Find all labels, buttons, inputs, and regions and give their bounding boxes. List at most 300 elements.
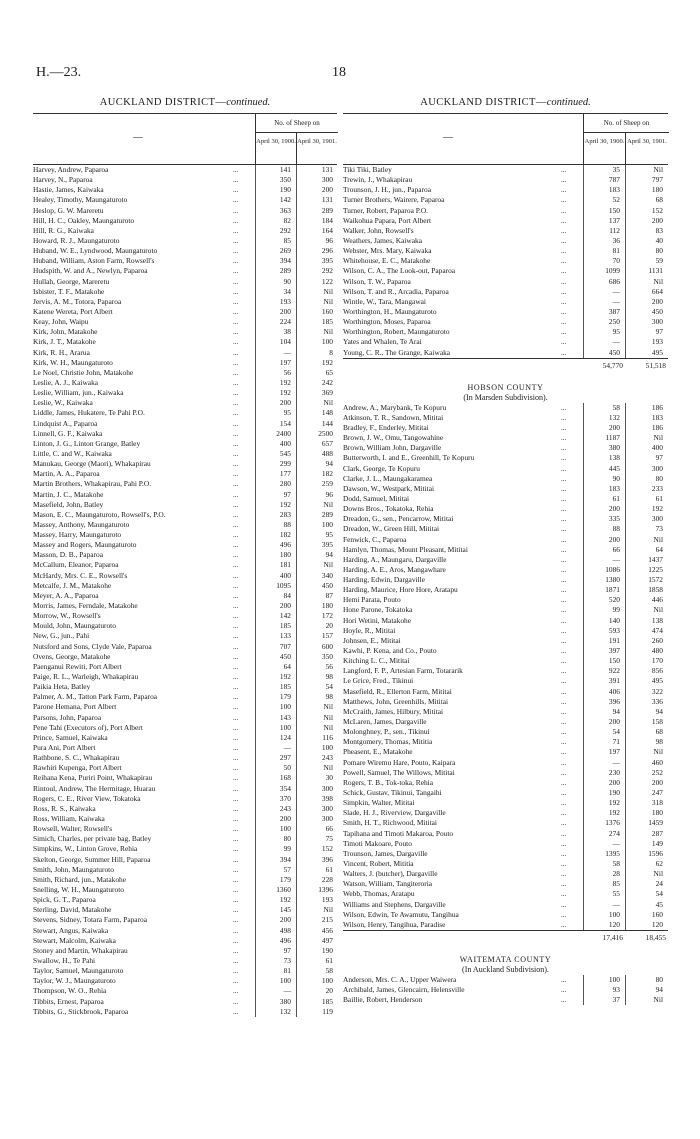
leader-dots: ...: [561, 413, 567, 422]
entry-name: Kirk, John, Matakohe: [33, 327, 98, 337]
entry-name: Pene Tahi (Executors of), Port Albert: [33, 722, 143, 732]
table-row: [343, 236, 668, 246]
entry-name: Kirk, W. H., Maungaturoto: [33, 357, 113, 367]
leader-dots: ...: [561, 890, 567, 899]
sheep-1900: 1871: [605, 585, 620, 595]
sheep-1901: 180: [651, 808, 663, 818]
table-row: [33, 956, 337, 966]
sheep-1901: 65: [325, 367, 333, 377]
entry-name: Montgomery, Thomas, Mititia: [343, 737, 433, 747]
table-row: [33, 500, 337, 510]
entry-name: Harvey, N., Paparoa: [33, 175, 93, 185]
leader-dots: ...: [561, 267, 567, 276]
sheep-1901: 66: [325, 824, 333, 834]
leader-dots: ...: [561, 226, 567, 235]
table-row: [33, 713, 337, 723]
entry-name: Massey, Harry, Maungaturoto: [33, 530, 122, 540]
entry-name: Rintoul, Andrew, The Hermitage, Huarau: [33, 783, 156, 793]
sheep-1901: Nil: [323, 702, 333, 712]
entry-name: McHardy, Mrs. C. E., Rowsell's: [33, 570, 128, 580]
district-heading: [33, 96, 337, 110]
entry-name: Martin Brothers, Whakapirau, Pahi P.O.: [33, 479, 152, 489]
entry-name: Spick, G. T., Paparoa: [33, 895, 96, 905]
left-table-body: [33, 165, 337, 1017]
leader-dots: ...: [561, 535, 567, 544]
sheep-1900: —: [612, 838, 620, 848]
table-row: [343, 423, 668, 433]
sheep-1900: 192: [279, 499, 291, 509]
leader-dots: ...: [561, 616, 567, 625]
entry-name: Brown, William John, Dargaville: [343, 443, 442, 453]
table-row: [33, 540, 337, 550]
table-row: [33, 794, 337, 804]
sheep-1900: 1380: [605, 575, 620, 585]
sheep-1901: Nil: [323, 327, 333, 337]
sheep-1900: 496: [279, 935, 291, 945]
sheep-1900: —: [612, 296, 620, 306]
sheep-1900: 200: [279, 398, 291, 408]
table-row: [343, 403, 668, 413]
entry-name: Harvey, Andrew, Paparoa: [33, 165, 109, 174]
right-column: [343, 96, 668, 1005]
leader-dots: ...: [561, 839, 567, 848]
sheep-1901: 8: [329, 347, 333, 357]
entry-name: Molonghney, P., sen., Tikinui: [343, 727, 430, 737]
sheep-1901: 664: [651, 286, 663, 296]
entry-name: Dawson, W., Westpark, Mititai: [343, 483, 435, 493]
table-row: [33, 185, 337, 195]
entry-name: Kirk, J. T., Matakohe: [33, 337, 96, 347]
sheep-1901: 54: [655, 889, 663, 899]
sheep-1900: 498: [279, 925, 291, 935]
table-row: [343, 348, 668, 358]
sheep-1900: 1360: [276, 884, 291, 894]
entry-name: Wilson, C. A., The Look-out, Paparoa: [343, 266, 456, 276]
sheep-1900: 97: [283, 945, 291, 955]
leader-dots: ...: [233, 551, 239, 560]
sheep-1900: 391: [608, 676, 620, 686]
sheep-1901: 215: [321, 915, 333, 925]
sheep-1901: 259: [321, 479, 333, 489]
entry-name: Heslop, G. W. Mareretu: [33, 205, 104, 215]
entry-name: Trewin, J., Whakapirau: [343, 175, 413, 185]
sheep-1901: 1131: [648, 266, 663, 276]
entry-name: Parone Hemana, Port Albert: [33, 702, 117, 712]
leader-dots: ...: [233, 500, 239, 509]
sheep-1900: 81: [283, 966, 291, 976]
sheep-1901: 450: [321, 580, 333, 590]
leader-dots: ...: [233, 1007, 239, 1016]
table-row: [33, 997, 337, 1007]
sheep-1900: 190: [279, 185, 291, 195]
table-row: [33, 216, 337, 226]
sheep-1901: 856: [651, 666, 663, 676]
table-row: [33, 621, 337, 631]
entry-name: Johnsen, E., Mititai: [343, 635, 401, 645]
leader-dots: ...: [561, 236, 567, 245]
sheep-1901: 192: [321, 357, 333, 367]
table-row: [33, 459, 337, 469]
leader-dots: ...: [561, 819, 567, 828]
sheep-1901: 100: [321, 743, 333, 753]
leader-dots: ...: [233, 561, 239, 570]
sheep-1901: 300: [651, 463, 663, 473]
leader-dots: ...: [233, 926, 239, 935]
sheep-1900: 496: [279, 540, 291, 550]
entry-name: Little, C. and W., Kaiwaka: [33, 448, 112, 458]
entry-name: Butterworth, I. and E., Greenhill, Te Kopuru: [343, 453, 475, 463]
leader-dots: ...: [561, 576, 567, 585]
entry-name: Yates and Whalen, Te Arai: [343, 337, 422, 347]
sheep-1900: 154: [279, 418, 291, 428]
leader-dots: ...: [233, 348, 239, 357]
entry-name: Walker, John, Rowsell's: [343, 225, 414, 235]
entry-name: McLaren, James, Dargaville: [343, 717, 427, 727]
sheep-1900: 2400: [276, 428, 291, 438]
table-row: [343, 975, 668, 985]
table-row: [343, 758, 668, 768]
entry-name: Ross, William, Kaiwaka: [33, 814, 105, 823]
sheep-1901: 456: [321, 925, 333, 935]
sheep-1900: 1376: [605, 818, 620, 828]
entry-name: Rowsell, Walter, Rowsell's: [33, 824, 113, 834]
leader-dots: ...: [233, 723, 239, 732]
sheep-1900: 406: [608, 686, 620, 696]
entry-name: Harding, Edwin, Dargaville: [343, 575, 425, 585]
sheep-1901: 120: [651, 919, 663, 929]
table-row: [33, 388, 337, 398]
entry-name: Parsons, John, Paparoa: [33, 712, 102, 722]
sheep-1901: 94: [655, 706, 663, 716]
sheep-1900: 1086: [605, 564, 620, 574]
entry-name: Rogers, C. E., River View, Tokatoka: [33, 793, 141, 803]
entry-name: Kitching L. C., Mititai: [343, 656, 410, 666]
leader-dots: ...: [561, 206, 567, 215]
sheep-1901: 300: [321, 175, 333, 185]
table-row: [343, 443, 668, 453]
table-row: [343, 453, 668, 463]
district-heading-suffix: continued.: [546, 97, 591, 108]
leader-dots: ...: [561, 596, 567, 605]
sheep-1901: 395: [321, 540, 333, 550]
sheep-1900: 192: [279, 672, 291, 682]
district-heading: [343, 96, 668, 110]
entry-name: Meyer, A. A., Paparoa: [33, 590, 99, 600]
header-group: No. of Sheep on: [255, 114, 338, 133]
leader-dots: ...: [561, 586, 567, 595]
table-row: [33, 652, 337, 662]
sheep-1900: 181: [279, 560, 291, 570]
table-row: [33, 885, 337, 895]
table-row: [343, 849, 668, 859]
sheep-1901: 58: [325, 966, 333, 976]
table-row: [343, 474, 668, 484]
sheep-1901: 200: [321, 185, 333, 195]
sheep-1901: 300: [321, 814, 333, 823]
entry-name: Kawhi, P. Kena, and Co., Pouto: [343, 646, 437, 656]
right-table-body-b: [343, 403, 668, 930]
sheep-1901: 488: [321, 448, 333, 458]
leader-dots: ...: [561, 718, 567, 727]
sheep-1900: 179: [279, 692, 291, 702]
sheep-1900: 394: [279, 256, 291, 266]
header-dash: —: [443, 132, 453, 143]
table-row: [343, 277, 668, 287]
sheep-1901: 497: [321, 935, 333, 945]
leader-dots: ...: [561, 768, 567, 777]
table-row: [343, 327, 668, 337]
column-rule: [583, 403, 584, 930]
sheep-1900: 185: [279, 621, 291, 631]
leader-dots: ...: [561, 166, 567, 174]
table-row: [343, 266, 668, 276]
sheep-1900: 36: [612, 235, 620, 245]
leader-dots: ...: [561, 849, 567, 858]
sheep-1901: Nil: [653, 433, 663, 443]
leader-dots: ...: [233, 480, 239, 489]
leader-dots: ...: [561, 277, 567, 286]
sheep-1901: 300: [651, 514, 663, 524]
entry-name: Stoney and Martin, Whakapirau: [33, 945, 128, 955]
sheep-1900: 269: [279, 246, 291, 256]
sheep-1900: 1187: [605, 433, 620, 443]
sheep-1900: 95: [612, 327, 620, 337]
leader-dots: ...: [233, 602, 239, 611]
sheep-1900: 143: [279, 712, 291, 722]
sheep-1900: 168: [279, 773, 291, 783]
table-row: [33, 723, 337, 733]
table-row: [33, 976, 337, 986]
table-row: [343, 464, 668, 474]
entry-name: Snelling, W. H., Maungaturoto: [33, 884, 124, 894]
entry-name: Mason, E. C., Maungaturoto, Rowsell's, P.O.: [33, 509, 166, 519]
table-row: [343, 514, 668, 524]
entry-name: Masefield, John, Batley: [33, 499, 104, 509]
sheep-1900: 66: [612, 544, 620, 554]
leader-dots: ...: [561, 900, 567, 909]
table-row: [33, 915, 337, 925]
sheep-1901: 56: [325, 661, 333, 671]
table-row: [343, 206, 668, 216]
sheep-1901: Nil: [653, 869, 663, 879]
entry-name: Le Grice, Fred., Tikinui: [343, 676, 414, 686]
sheep-1901: 185: [321, 996, 333, 1006]
entry-name: Whitehouse, E. C., Matakohe: [343, 256, 431, 266]
sheep-1900: 787: [608, 175, 620, 185]
entry-name: Simpkins, W., Linton Grove, Rehia: [33, 844, 138, 854]
sheep-1901: 98: [325, 672, 333, 682]
sheep-1901: Nil: [653, 276, 663, 286]
sheep-1901: 252: [651, 767, 663, 777]
sheep-1901: 122: [321, 276, 333, 286]
table-row: [33, 824, 337, 834]
entry-name: Brown, J. W., Omu, Tangowahine: [343, 433, 444, 443]
table-row: [343, 433, 668, 443]
page-number: 18: [332, 65, 346, 80]
county-subheading: (In Marsden Subdivision).: [463, 392, 548, 402]
sheep-1900: 112: [609, 225, 620, 235]
table-row: [343, 595, 668, 605]
sheep-1901: 185: [321, 317, 333, 327]
sheep-1900: 145: [279, 905, 291, 915]
entry-name: Walters, J. (butcher), Dargaville: [343, 869, 438, 879]
leader-dots: ...: [561, 505, 567, 514]
entry-name: Turner, Robert, Paparoa P.O.: [343, 205, 429, 215]
entry-name: Bradley, F., Enderley, Mititai: [343, 422, 429, 432]
sheep-1901: 30: [325, 773, 333, 783]
entry-name: Pomare Wiremu Hare, Pouto, Kaipara: [343, 757, 456, 767]
table-row: [343, 707, 668, 717]
entry-name: Massey and Rogers, Maungaturoto: [33, 540, 137, 550]
entry-name: Reihana Kena, Puriri Point, Whakapirau: [33, 773, 153, 783]
entry-name: Paige, R. L., Warleigh, Whakapirau: [33, 672, 139, 682]
column-rule: [625, 165, 626, 358]
table-row: [343, 575, 668, 585]
leader-dots: ...: [233, 652, 239, 661]
entry-name: McCallum, Eleanor, Paparoa: [33, 560, 119, 570]
leader-dots: ...: [233, 845, 239, 854]
table-header: [33, 113, 337, 165]
table-row: [33, 733, 337, 743]
leader-dots: ...: [233, 956, 239, 965]
sheep-1900: 57: [283, 864, 291, 874]
sheep-1901: 87: [325, 590, 333, 600]
sheep-1901: 144: [321, 418, 333, 428]
sheep-1901: 131: [321, 165, 333, 174]
leader-dots: ...: [561, 297, 567, 306]
entry-name: Dodd, Samuel, Mititai: [343, 493, 410, 503]
leader-dots: ...: [561, 307, 567, 316]
sheep-1900: 192: [608, 808, 620, 818]
header-col-1900: April 30, 1900.: [255, 133, 296, 164]
table-row: [343, 747, 668, 757]
sheep-1901: 170: [651, 656, 663, 666]
table-row: [33, 449, 337, 459]
leader-dots: ...: [233, 754, 239, 763]
leader-dots: ...: [561, 515, 567, 524]
sheep-1901: 292: [321, 266, 333, 276]
table-row: [33, 419, 337, 429]
leader-dots: ...: [233, 591, 239, 600]
entry-name: Harding, Maurice, Hore Hore, Aratapu: [343, 585, 458, 595]
leader-dots: ...: [233, 662, 239, 671]
sheep-1900: 58: [612, 402, 620, 412]
sheep-1901: 1572: [648, 575, 663, 585]
sheep-1900: 94: [612, 706, 620, 716]
sheep-1901: 40: [655, 235, 663, 245]
leader-dots: ...: [561, 484, 567, 493]
leader-dots: ...: [233, 896, 239, 905]
sheep-1901: 350: [321, 651, 333, 661]
sheep-1901: 480: [651, 646, 663, 656]
sheep-1901: 190: [321, 945, 333, 955]
leader-dots: ...: [233, 622, 239, 631]
entry-name: Matthews, John, Greenhills, Mititai: [343, 696, 449, 706]
entry-name: Hori Wetini, Matakohe: [343, 615, 412, 625]
table-row: [343, 317, 668, 327]
entry-name: Paenganui Rewiti, Port Albert: [33, 661, 122, 671]
leader-dots: ...: [561, 348, 567, 357]
table-row: [343, 524, 668, 534]
sheep-1901: 318: [651, 798, 663, 808]
sheep-1900: 190: [608, 788, 620, 798]
entry-name: Timoti Makoare, Pouto: [343, 838, 412, 848]
sheep-1901: 396: [321, 854, 333, 864]
total-1901: 51,518: [645, 360, 666, 370]
sheep-1900: 132: [608, 412, 620, 422]
table-row: [343, 185, 668, 195]
table-row: [343, 585, 668, 595]
leader-dots: ...: [233, 794, 239, 803]
leader-dots: ...: [561, 287, 567, 296]
table-row: [343, 195, 668, 205]
table-row: [343, 920, 668, 930]
leader-dots: ...: [233, 267, 239, 276]
leader-dots: ...: [233, 439, 239, 448]
sheep-1901: 62: [655, 859, 663, 868]
entry-name: Sterling, David, Matakohe: [33, 905, 112, 915]
right-table-body-c: [343, 975, 668, 1005]
sheep-1900: 394: [279, 854, 291, 864]
sheep-1901: 160: [321, 306, 333, 316]
table-row: [343, 307, 668, 317]
leader-dots: ...: [561, 975, 567, 984]
sheep-1901: Nil: [653, 165, 663, 174]
table-row: [343, 818, 668, 828]
leader-dots: ...: [233, 470, 239, 479]
sheep-1901: 45: [655, 899, 663, 909]
table-row: [33, 946, 337, 956]
table-row: [33, 855, 337, 865]
sheep-1900: —: [612, 337, 620, 347]
entry-name: Rogers, T. B., Tok-toka, Rehia: [343, 777, 434, 787]
leader-dots: ...: [561, 707, 567, 716]
table-row: [33, 601, 337, 611]
table-row: [33, 429, 337, 439]
entry-name: Le Noel, Christie John, Matakohe: [33, 367, 134, 377]
sheep-1900: —: [283, 347, 291, 357]
entry-name: Prince, Samuel, Kaiwaka: [33, 732, 108, 742]
entry-name: Archibald, James, Glencairn, Helensville: [343, 985, 465, 995]
leader-dots: ...: [561, 738, 567, 747]
sheep-1901: 193: [651, 337, 663, 347]
sheep-1901: 96: [325, 489, 333, 499]
total-1900: 54,770: [602, 360, 623, 370]
table-row: [33, 469, 337, 479]
entry-name: Harding, A. E., Aros, Mangawhare: [343, 564, 446, 574]
entry-name: Huband, W. E., Lyndwood, Maungaturoto: [33, 246, 158, 256]
entry-name: Pheasent, E., Matakohe: [343, 747, 413, 757]
leader-dots: ...: [233, 571, 239, 580]
entry-name: Andrew, A., Marybank, Te Kopuru: [343, 402, 447, 412]
sheep-1901: 1437: [648, 554, 663, 564]
sheep-1901: 131: [321, 195, 333, 205]
sheep-1901: 300: [651, 317, 663, 327]
column-rule: [583, 975, 584, 1005]
leader-dots: ...: [233, 936, 239, 945]
entry-name: Leslie, A. J., Kaiwaka: [33, 377, 99, 387]
sheep-1900: 450: [608, 347, 620, 357]
leader-dots: ...: [233, 176, 239, 185]
sheep-1900: 99: [612, 605, 620, 615]
table-row: [33, 297, 337, 307]
table-row: [33, 672, 337, 682]
sheep-1901: Nil: [323, 398, 333, 408]
header-col-1900: April 30, 1900.: [583, 133, 625, 164]
leader-dots: ...: [233, 997, 239, 1006]
sheep-1900: 38: [283, 327, 291, 337]
leader-dots: ...: [233, 429, 239, 438]
